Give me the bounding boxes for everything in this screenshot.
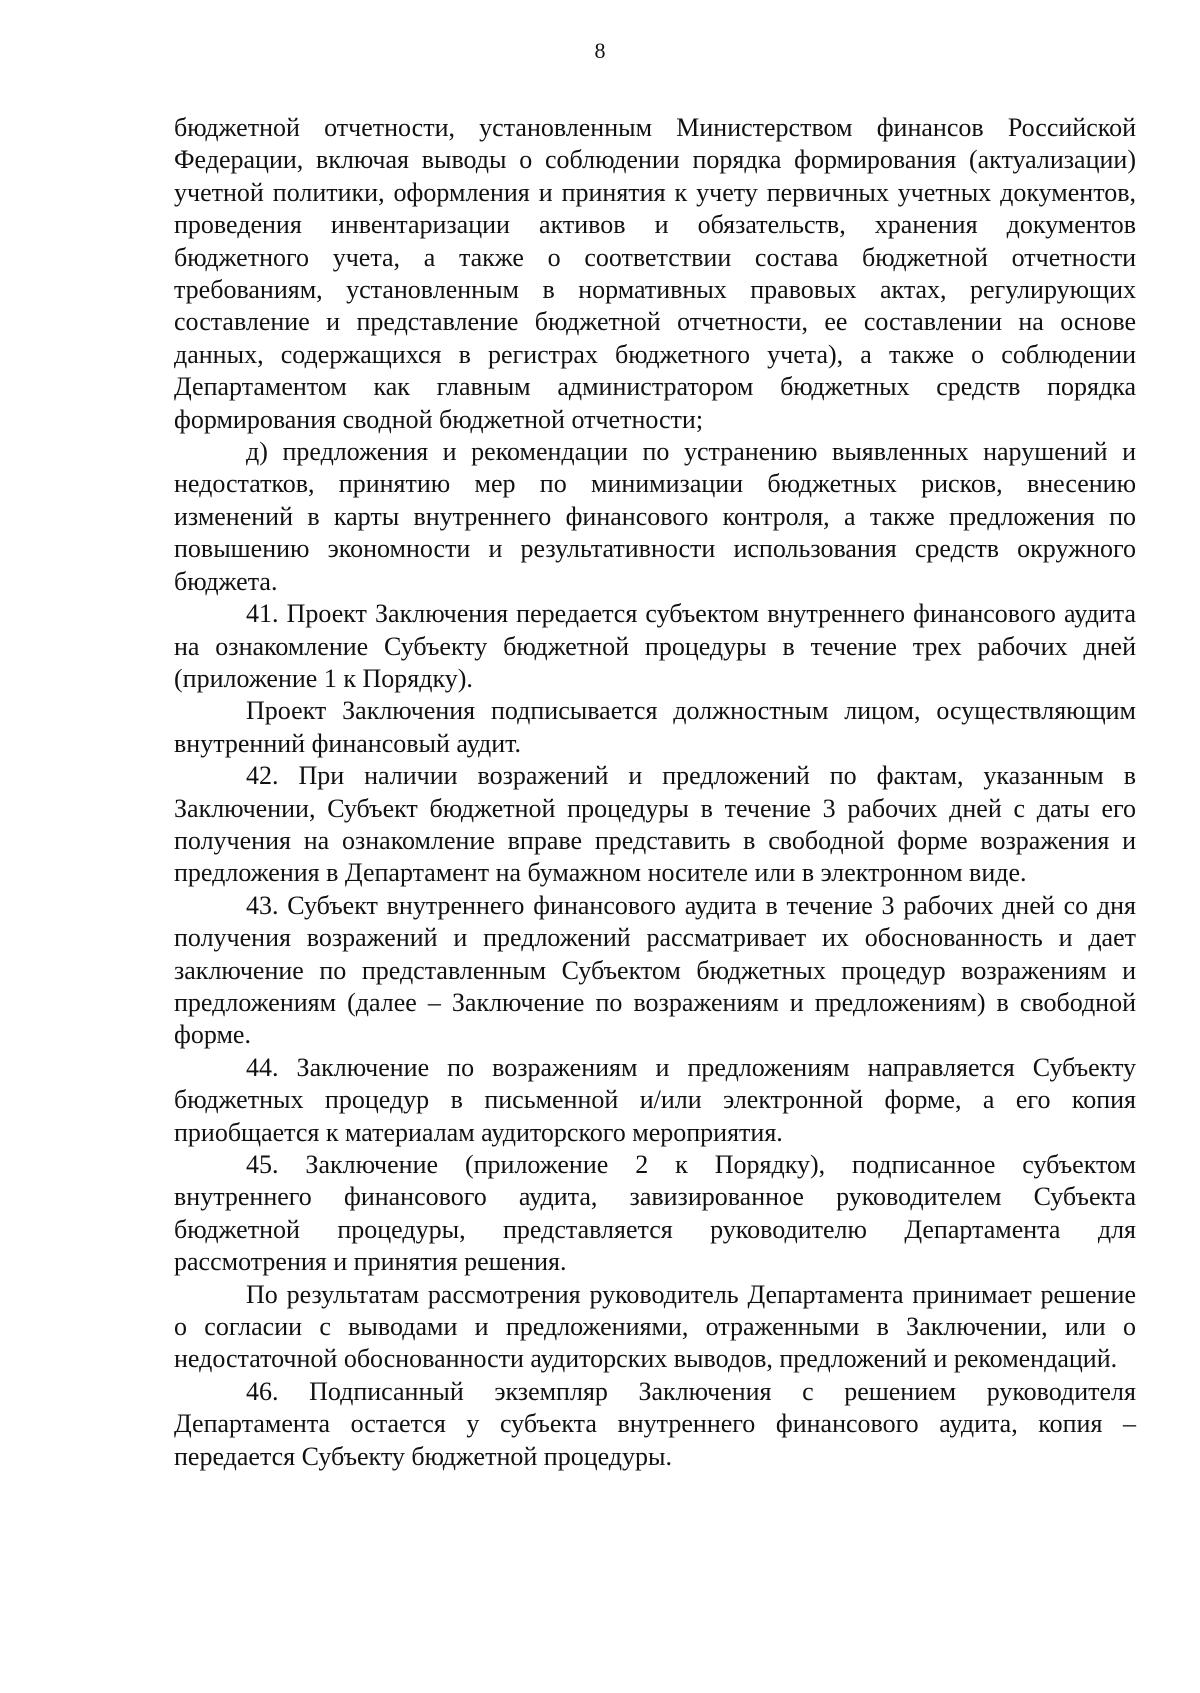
paragraph-41-signature: Проект Заключения подписывается должностным лицом, осуществляющим внутренний финансовый аудит. bbox=[174, 696, 1136, 758]
paragraph-item-d: д) предложения и рекомендации по устранению выявленных нарушений и недостатков, принятию мер по минимизации бюджетных рисков, внесению изменений в карты внутреннего финансового контроля, а также предложения по повышению экономности и результативности использования средств окружного бюджета. bbox=[174, 437, 1136, 596]
document-body bbox=[174, 112, 1136, 1473]
paragraph-45-decision: По результатам рассмотрения руководитель Департамента принимает решение о согласии с выводами и предложениями, отраженными в Заключении, или о недостаточной обоснованности аудиторских выводов, предложений и рекомендаций. bbox=[174, 1279, 1136, 1374]
paragraph-45: 45. Заключение (приложение 2 к Порядку), подписанное субъектом внутреннего финансового аудита, завизированное руководителем Субъекта бюджетной процедуры, представляется руководителю Департамента для рассмотрения и принятия решения. bbox=[174, 1150, 1136, 1277]
paragraph-continuation: бюджетной отчетности, установленным Министерством финансов Российской Федерации, включая выводы о соблюдении порядка формирования (актуализации) учетной политики, оформления и принятия к учету первичных учетных документов, проведения инвентаризации активов и обязательств, хранения документов бюджетного учета, а также о соответствии состава бюджетной отчетности требованиям, установленным в нормативных правовых актах, регулирующих составление и представление бюджетной отчетности, ее составлении на основе данных, содержащихся в регистрах бюджетного учета), а также о соблюдении Департаментом как главным администратором бюджетных средств порядка формирования сводной бюджетной отчетности; bbox=[174, 113, 1136, 434]
paragraph-46: 46. Подписанный экземпляр Заключения с решением руководителя Департамента остается у субъекта внутреннего финансового аудита, копия – передается Субъекту бюджетной процедуры. bbox=[174, 1376, 1136, 1471]
page-number: 8 bbox=[594, 38, 606, 63]
paragraph-41: 41. Проект Заключения передается субъектом внутреннего финансового аудита на ознакомление Субъекту бюджетной процедуры в течение трех рабочих дней (приложение 1 к Порядку). bbox=[174, 599, 1136, 693]
paragraph-44: 44. Заключение по возражениям и предложениям направляется Субъекту бюджетных процедур в письменной и/или электронной форме, а его копия приобщается к материалам аудиторского мероприятия. bbox=[174, 1052, 1136, 1147]
paragraph-42: 42. При наличии возражений и предложений по фактам, указанным в Заключении, Субъект бюджетной процедуры в течение 3 рабочих дней с даты его получения на ознакомление вправе представить в свободной форме возражения и предложения в Департамент на бумажном носителе или в электронном виде. bbox=[174, 761, 1136, 888]
paragraph-43: 43. Субъект внутреннего финансового аудита в течение 3 рабочих дней со дня получения возражений и предложений рассматривает их обоснованность и дает заключение по представленным Субъектом бюджетных процедур возражениям и предложениям (далее – Заключение по возражениям и предложениям) в свободной форме. bbox=[174, 890, 1136, 1050]
